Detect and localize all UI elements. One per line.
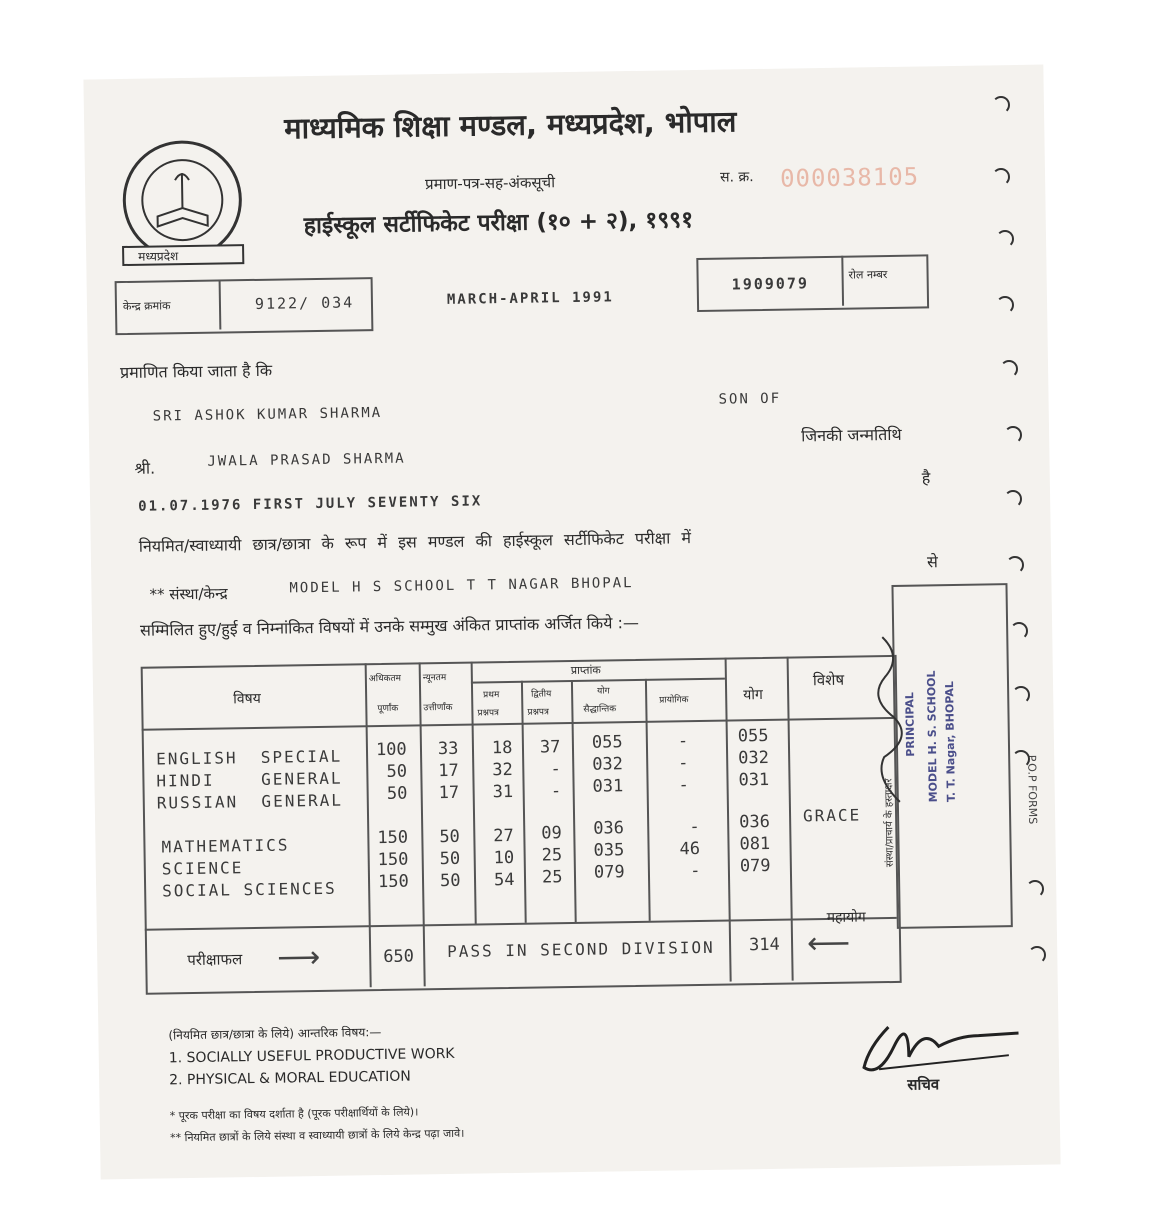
- th-total: योग: [743, 687, 763, 704]
- institution-name: MODEL H S SCHOOL T T NAGAR BHOPAL: [289, 575, 634, 597]
- th-theory-sub: सैद्धान्तिक: [583, 704, 617, 715]
- group2-practical: - 46 -: [679, 817, 701, 882]
- seal-text-bottom: मध्यप्रदेश: [138, 249, 179, 264]
- th-paper2-sub: प्रश्नपत्र: [527, 707, 550, 718]
- son-of-label: SON OF: [718, 390, 782, 408]
- footnote2: ** नियमित छात्रों के लिये संस्था व स्वाध्यायी छात्रों के लिये केन्द्र पढ़ा जावे।: [169, 1126, 465, 1145]
- candidate-name: SRI ASHOK KUMAR SHARMA: [152, 404, 383, 425]
- se-label: से: [926, 552, 939, 572]
- certify-line2: सम्मिलित हुए/हुई व निम्नांकित विषयों में उनके सम्मुख अंकित प्राप्तांक अर्जित किये :—: [139, 612, 640, 640]
- date-of-birth: 01.07.1976 FIRST JULY SEVENTY SIX: [138, 493, 483, 515]
- board-seal: [116, 137, 248, 269]
- result-label: परीक्षाफल: [187, 950, 243, 970]
- group1-paper1: 18 32 31: [491, 737, 514, 803]
- exam-session: MARCH-APRIL 1991: [446, 289, 614, 308]
- group2-min: 50 50 50: [439, 826, 461, 892]
- group2-total: 036 081 079: [739, 811, 771, 877]
- th-min: न्यूनतम: [422, 672, 447, 684]
- roll-value: 1909079: [731, 274, 810, 294]
- max-total: 650: [383, 946, 415, 968]
- th-obtained: प्राप्तांक: [570, 663, 601, 678]
- footnote1: * पूरक परीक्षा का विषय दर्शाता है (पूरक परीक्षार्थियों के लिये)।: [169, 1105, 419, 1123]
- secretary-label: सचिव: [907, 1075, 940, 1094]
- father-name: JWALA PRASAD SHARMA: [207, 450, 406, 470]
- certify-line1: नियमित/स्वाध्यायी छात्र/छात्रा के रूप में इस मण्डल की हाईस्कूल सर्टीफिकेट परीक्षा में: [138, 528, 692, 556]
- institution-label: ** संस्था/केन्द्र: [149, 584, 228, 604]
- th-subject: विषय: [233, 690, 261, 708]
- serial-number: 000038105: [779, 162, 920, 193]
- special-note: GRACE: [802, 805, 862, 826]
- th-max-sub: पूर्णांक: [377, 703, 399, 715]
- stamp-line1: PRINCIPAL: [903, 692, 918, 757]
- certify-intro: प्रमाणित किया जाता है कि: [119, 360, 273, 383]
- group2-theory: 036 035 079: [593, 818, 625, 883]
- th-paper1-sub: प्रश्नपत्र: [477, 708, 500, 719]
- internal-title: (नियमित छात्र/छात्रा के लिये) आन्तरिक विषय:—: [168, 1025, 382, 1043]
- certificate-paper: [83, 65, 1060, 1180]
- shri-label: श्री.: [134, 458, 156, 478]
- principal-signature: [862, 627, 925, 848]
- group1-theory: 055 032 031: [591, 732, 624, 797]
- serial-label: स. क्र.: [719, 169, 754, 186]
- group2-paper1: 27 10 54: [493, 825, 515, 891]
- th-max: अधिकतम: [368, 673, 402, 685]
- board-name: माध्यमिक शिक्षा मण्डल, मध्यप्रदेश, भोपाल: [283, 104, 737, 146]
- th-practical: प्रायोगिक: [659, 695, 689, 706]
- dob-label: जिनकी जन्मतिथि: [800, 424, 902, 446]
- group1-practical: - - -: [677, 731, 689, 796]
- group2-subjects: MATHEMATICS SCIENCE SOCIAL SCIENCES: [161, 835, 337, 901]
- stamp-side-label: संस्था/प्राचार्य के हस्ताक्षर: [883, 778, 896, 868]
- stamp-line3: T. T. Nagar, BHOPAL: [942, 681, 958, 803]
- principal-stamp: [862, 625, 996, 867]
- exam-title: हाईस्कूल सर्टीफिकेट परीक्षा (१० + २), १९९१: [303, 207, 694, 240]
- th-min-sub: उत्तीर्णांक: [423, 702, 453, 714]
- side-print: P.O.P FORMS: [1025, 754, 1040, 825]
- roll-label: रोल नम्बर: [848, 268, 888, 282]
- group1-subjects: ENGLISH SPECIAL HINDI GENERAL RUSSIAN GENERAL: [155, 746, 344, 813]
- th-paper1: प्रथम: [483, 690, 500, 701]
- internal-item1: 1. SOCIALLY USEFUL PRODUCTIVE WORK: [168, 1045, 455, 1067]
- th-theory: योग: [597, 686, 610, 697]
- center-label: केन्द्र क्रमांक: [122, 299, 171, 314]
- doc-type: प्रमाण-पत्र-सह-अंकसूची: [424, 173, 556, 194]
- th-paper2: द्वितीय: [531, 689, 552, 700]
- stamp-line2: MODEL H. S. SCHOOL: [924, 670, 940, 803]
- right-arrow-icon: ⟶: [276, 939, 321, 976]
- left-arrow-icon: ⟵: [806, 925, 851, 962]
- result-text: PASS IN SECOND DIVISION: [447, 937, 715, 962]
- group1-min: 33 17 17: [437, 738, 460, 804]
- center-value: 9122/ 034: [254, 293, 355, 313]
- group1-total: 055 032 031: [737, 725, 770, 791]
- group2-max: 150 150 150: [377, 827, 409, 893]
- group1-paper2: 37 - -: [539, 737, 562, 802]
- internal-item2: 2. PHYSICAL & MORAL EDUCATION: [169, 1068, 411, 1089]
- hai-label: है: [921, 468, 931, 488]
- group2-paper2: 09 25 25: [541, 823, 563, 888]
- th-special: विशेष: [812, 670, 845, 690]
- grand-total: 314: [748, 934, 780, 956]
- group1-max: 100 50 50: [375, 739, 408, 805]
- grand-total-label: महायोग: [826, 909, 866, 927]
